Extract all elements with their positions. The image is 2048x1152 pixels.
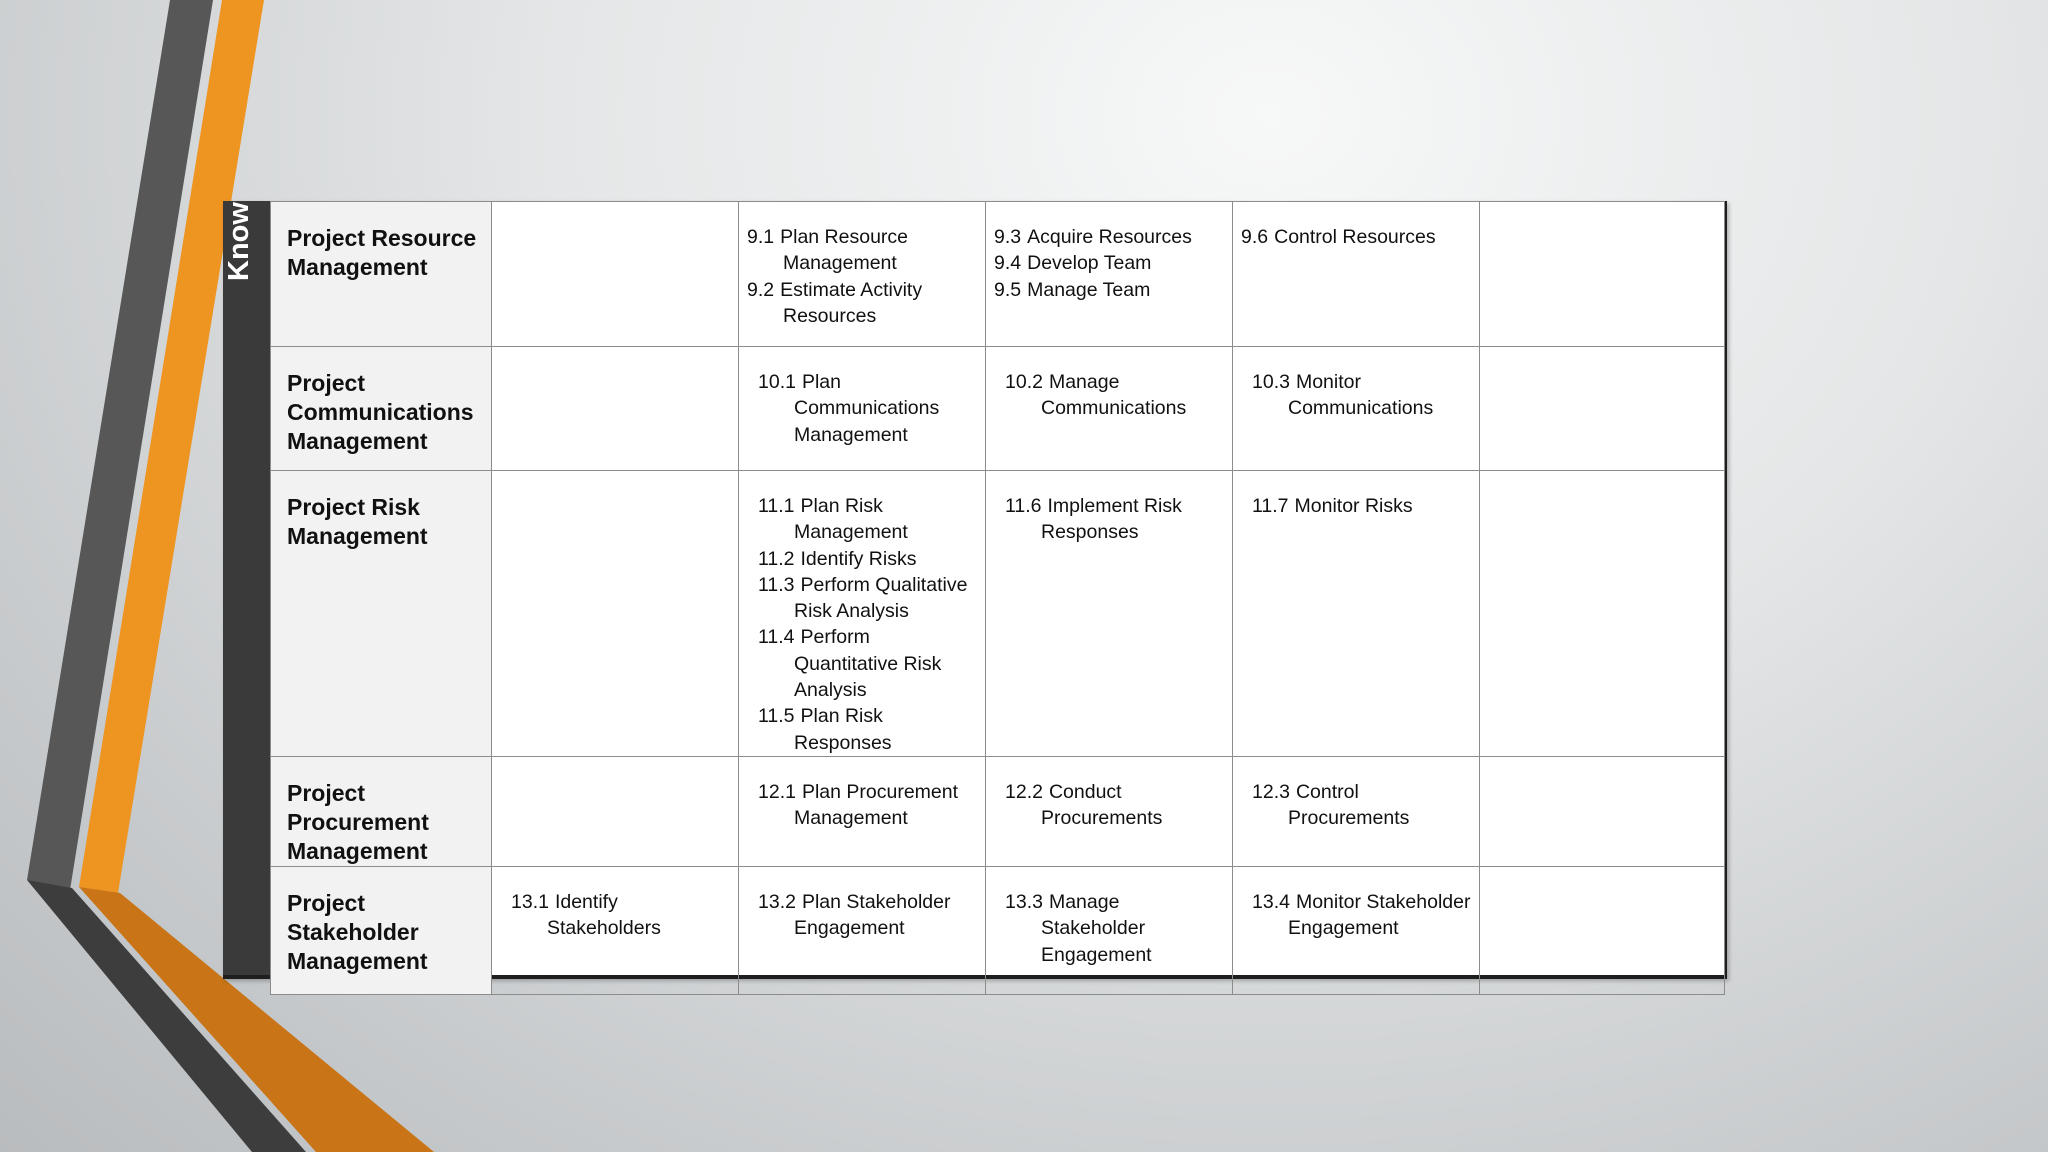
- process-name: Conduct Procurements: [1041, 780, 1163, 830]
- process-number: 9.6: [1241, 226, 1269, 248]
- knowledge-area-label: Project: [287, 370, 365, 396]
- process-number: 9.2: [747, 278, 775, 301]
- process-item: [994, 779, 1226, 832]
- process-name: Identify Stakeholders: [547, 890, 661, 940]
- process-number: 13.1: [511, 890, 549, 913]
- process-number: 13.3: [1005, 890, 1043, 913]
- process-cell: [986, 866, 1233, 994]
- knowledge-area-label: Management: [287, 428, 428, 454]
- knowledge-area-label: Project Resource: [287, 225, 477, 251]
- table-row: [271, 756, 1725, 866]
- knowledge-area-cell: [271, 202, 492, 347]
- process-number: 11.5: [758, 705, 795, 728]
- knowledge-area-cell: [271, 756, 492, 866]
- process-cell: [492, 202, 739, 347]
- process-name: Plan Risk Responses: [794, 705, 892, 754]
- process-cell: [1233, 866, 1480, 994]
- process-number: 10.2: [1005, 371, 1043, 393]
- process-name: Implement Risk Responses: [1041, 495, 1182, 544]
- process-cell: [1233, 471, 1480, 757]
- process-name: Perform Quantitative Risk Analysis: [794, 626, 942, 702]
- process-number: 11.6: [1005, 495, 1042, 517]
- process-cell: [492, 866, 739, 994]
- knowledge-area-label: Project: [287, 889, 365, 916]
- process-cell: [492, 471, 739, 757]
- process-name: Manage Communications: [1041, 371, 1187, 420]
- process-number: 12.1: [758, 780, 796, 803]
- process-name: Control Resources: [1274, 226, 1436, 248]
- process-cell: [739, 756, 986, 866]
- process-name: Monitor Communications: [1288, 371, 1434, 420]
- knowledge-area-label: Stakeholder: [287, 918, 419, 945]
- process-cell: [739, 202, 986, 347]
- process-grid: [270, 201, 1725, 995]
- process-name: Manage Team: [1027, 278, 1151, 301]
- process-number: 10.3: [1252, 371, 1290, 393]
- knowledge-area-label: Project Risk: [287, 494, 420, 520]
- process-number: 9.4: [994, 252, 1022, 275]
- knowledge-area-label: Management: [287, 947, 428, 974]
- process-item: [747, 224, 979, 277]
- process-cell: [1480, 202, 1725, 347]
- process-item: [747, 369, 979, 448]
- knowledge-area-cell: [271, 866, 492, 994]
- process-number: 11.3: [758, 573, 795, 596]
- process-cell: [1480, 756, 1725, 866]
- process-item: [747, 493, 979, 546]
- process-cell: [986, 471, 1233, 757]
- process-name: Estimate Activity Resources: [780, 278, 923, 327]
- process-item: [500, 889, 732, 942]
- process-item: [1241, 493, 1473, 519]
- process-number: 12.2: [1005, 780, 1043, 803]
- process-number: 11.2: [758, 547, 795, 570]
- knowledge-area-cell: [271, 347, 492, 471]
- process-name: Identify Risks: [800, 547, 917, 570]
- process-number: 11.7: [1252, 495, 1289, 517]
- process-item: [747, 779, 979, 832]
- process-cell: [739, 866, 986, 994]
- process-cell: [986, 756, 1233, 866]
- knowledge-area-label: Project: [287, 779, 365, 806]
- knowledge-area-label: Management: [287, 523, 428, 549]
- process-cell: [1233, 347, 1480, 471]
- process-cell: [1480, 471, 1725, 757]
- process-number: 11.1: [758, 495, 795, 517]
- process-cell: [1480, 347, 1725, 471]
- process-name: Plan Risk Management: [794, 495, 908, 544]
- process-name: Plan Procurement Management: [794, 780, 959, 830]
- process-item: [994, 369, 1226, 422]
- knowledge-area-label: Communications: [287, 399, 474, 425]
- knowledge-area-label: Management: [287, 254, 428, 280]
- process-item: [747, 277, 979, 330]
- side-strip: [223, 201, 270, 975]
- table-row: [271, 202, 1725, 347]
- process-item: [747, 889, 979, 942]
- process-number: 13.2: [758, 890, 796, 913]
- process-name: Plan Communications Management: [794, 371, 940, 446]
- process-name: Plan Stakeholder Engagement: [794, 890, 951, 940]
- process-name: Plan Resource Management: [780, 226, 909, 275]
- process-item: [994, 277, 1226, 303]
- process-name: Acquire Resources: [1027, 226, 1192, 248]
- process-item: [1241, 224, 1473, 250]
- process-cell: [986, 347, 1233, 471]
- process-cell: [739, 471, 986, 757]
- process-name: Control Procurements: [1288, 780, 1410, 830]
- process-number: 9.5: [994, 278, 1022, 301]
- process-name: Manage Stakeholder Engagement: [1041, 890, 1152, 966]
- knowledge-area-label: Procurement: [287, 808, 429, 835]
- process-cell: [492, 756, 739, 866]
- process-cell: [739, 347, 986, 471]
- process-cell: [492, 347, 739, 471]
- process-cell: [1480, 866, 1725, 994]
- process-item: [1241, 369, 1473, 422]
- process-name: Perform Qualitative Risk Analysis: [794, 573, 968, 623]
- process-item: [747, 546, 979, 572]
- process-item: [747, 572, 979, 625]
- table-row: [271, 471, 1725, 757]
- process-name: Monitor Risks: [1294, 495, 1413, 517]
- process-name: Monitor Stakeholder Engagement: [1288, 890, 1471, 940]
- table-row: [271, 866, 1725, 994]
- process-item: [747, 624, 979, 703]
- process-number: 9.3: [994, 226, 1022, 248]
- process-item: [1241, 779, 1473, 832]
- process-group-table: [223, 201, 1727, 979]
- process-number: 11.4: [758, 626, 795, 649]
- process-item: [994, 493, 1226, 546]
- process-number: 10.1: [758, 371, 796, 393]
- table-row: [271, 347, 1725, 471]
- process-item: [747, 703, 979, 756]
- process-name: Develop Team: [1027, 252, 1152, 275]
- process-cell: [1233, 202, 1480, 347]
- process-cell: [986, 202, 1233, 347]
- process-item: [994, 224, 1226, 250]
- process-cell: [1233, 756, 1480, 866]
- knowledge-area-label: Management: [287, 837, 428, 864]
- knowledge-area-cell: [271, 471, 492, 757]
- process-number: 12.3: [1252, 780, 1290, 803]
- side-label: Know: [223, 202, 255, 281]
- process-item: [994, 250, 1226, 276]
- process-number: 13.4: [1252, 890, 1290, 913]
- process-number: 9.1: [747, 226, 775, 248]
- process-item: [1241, 889, 1473, 942]
- process-item: [994, 889, 1226, 968]
